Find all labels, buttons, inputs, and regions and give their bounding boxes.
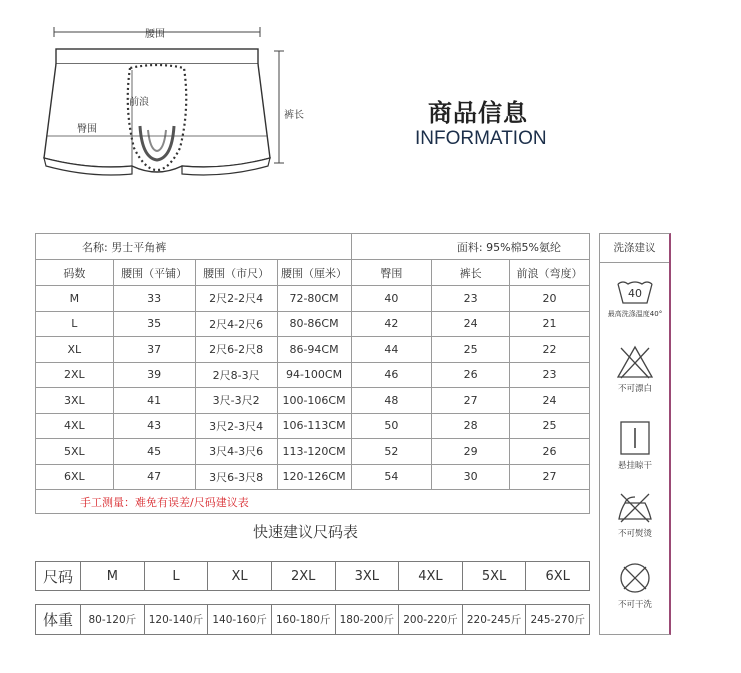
table-cell: 26 — [510, 439, 590, 465]
table-cell: 3尺6-3尺8 — [195, 464, 277, 490]
table-cell: 5XL — [462, 562, 526, 591]
table-cell: 27 — [432, 388, 510, 414]
column-header: 前浪（弯度） — [510, 260, 590, 286]
measurement-note: 手工测量：难免有误差/尺码建议表 — [36, 490, 590, 514]
table-cell: L — [144, 562, 208, 591]
table-row — [36, 388, 590, 414]
table-cell: 3XL — [36, 388, 114, 414]
table-cell: 106-113CM — [277, 413, 351, 439]
care-label: 悬挂晾干 — [617, 461, 652, 471]
no-iron-icon — [615, 491, 655, 525]
table-cell: 5XL — [36, 439, 114, 465]
table-cell: 45 — [113, 439, 195, 465]
table-row — [36, 286, 590, 312]
table-cell: 29 — [432, 439, 510, 465]
product-info-title: 商品信息 — [428, 99, 528, 127]
table-cell: 30 — [432, 464, 510, 490]
table-cell: 24 — [510, 388, 590, 414]
quick-size-table — [35, 561, 590, 591]
table-cell: 113-120CM — [277, 439, 351, 465]
table-cell: M — [36, 286, 114, 312]
table-cell: 40 — [351, 286, 432, 312]
quick-weight-table — [35, 604, 590, 635]
underwear-diagram — [20, 18, 310, 198]
table-cell: 47 — [113, 464, 195, 490]
table-cell: 6XL — [36, 464, 114, 490]
care-panel — [599, 233, 671, 635]
table-cell: 44 — [351, 337, 432, 363]
table-row — [36, 311, 590, 337]
table-cell: 3尺2-3尺4 — [195, 413, 277, 439]
table-cell: M — [81, 562, 145, 591]
table-cell: 21 — [510, 311, 590, 337]
table-cell: 100-106CM — [277, 388, 351, 414]
table-cell: 2XL — [36, 362, 114, 388]
table-cell: 2尺4-2尺6 — [195, 311, 277, 337]
table-cell: 86-94CM — [277, 337, 351, 363]
table-cell: 120-140斤 — [144, 605, 208, 635]
rise-label: 前浪 — [129, 97, 149, 108]
table-row — [36, 439, 590, 465]
column-header: 腰围（平铺） — [113, 260, 195, 286]
table-cell: 39 — [113, 362, 195, 388]
table-cell: 23 — [432, 286, 510, 312]
hip-label: 臀围 — [77, 124, 97, 135]
column-header: 码数 — [36, 260, 114, 286]
table-cell: 43 — [113, 413, 195, 439]
size-table — [35, 233, 590, 514]
table-cell: 28 — [432, 413, 510, 439]
table-cell: 180-200斤 — [335, 605, 399, 635]
table-cell: 23 — [510, 362, 590, 388]
table-cell: 50 — [351, 413, 432, 439]
table-row — [36, 464, 590, 490]
table-cell: 24 — [432, 311, 510, 337]
table-cell: 3尺4-3尺6 — [195, 439, 277, 465]
table-cell: L — [36, 311, 114, 337]
table-cell: 3尺-3尺2 — [195, 388, 277, 414]
care-label: 不可干洗 — [617, 600, 652, 610]
care-item-no-bleach — [600, 344, 670, 394]
table-cell: XL — [36, 337, 114, 363]
column-header: 腰围（厘米） — [277, 260, 351, 286]
table-cell: 2尺8-3尺 — [195, 362, 277, 388]
care-label: 最高洗涤温度40° — [607, 310, 663, 318]
table-row — [36, 413, 590, 439]
care-item-hang-dry — [600, 419, 670, 471]
table-cell: 245-270斤 — [526, 605, 590, 635]
table-cell: 4XL — [36, 413, 114, 439]
weight-row-label: 体重 — [36, 605, 81, 635]
table-cell: 25 — [432, 337, 510, 363]
size-row-label: 尺码 — [36, 562, 81, 591]
table-cell: 25 — [510, 413, 590, 439]
table-cell: 4XL — [399, 562, 463, 591]
column-header: 臀围 — [351, 260, 432, 286]
table-cell: 52 — [351, 439, 432, 465]
table-cell: 41 — [113, 388, 195, 414]
care-item-no-iron — [600, 491, 670, 539]
table-cell: 80-120斤 — [81, 605, 145, 635]
information-title: INFORMATION — [415, 128, 547, 149]
care-label: 不可熨烫 — [617, 529, 652, 539]
table-cell: 2XL — [271, 562, 335, 591]
table-cell: 46 — [351, 362, 432, 388]
table-cell: 48 — [351, 388, 432, 414]
table-cell: 26 — [432, 362, 510, 388]
table-cell: 20 — [510, 286, 590, 312]
table-cell: 42 — [351, 311, 432, 337]
care-title: 洗涤建议 — [600, 234, 669, 263]
care-item-wash — [600, 278, 670, 319]
waist-label: 腰围 — [145, 29, 165, 40]
table-cell: 3XL — [335, 562, 399, 591]
table-cell: 37 — [113, 337, 195, 363]
table-cell: 72-80CM — [277, 286, 351, 312]
length-label: 裤长 — [284, 110, 304, 121]
no-bleach-icon — [615, 344, 655, 380]
table-cell: 6XL — [526, 562, 590, 591]
table-header-row — [36, 260, 590, 286]
hang-dry-icon — [618, 419, 652, 457]
table-cell: 54 — [351, 464, 432, 490]
table-row — [36, 362, 590, 388]
table-cell: 27 — [510, 464, 590, 490]
care-item-no-dry-clean — [600, 560, 670, 610]
table-cell: 33 — [113, 286, 195, 312]
column-header: 腰围（市尺） — [195, 260, 277, 286]
table-row — [36, 562, 590, 591]
table-cell: 35 — [113, 311, 195, 337]
no-dry-clean-icon — [617, 560, 653, 596]
table-cell: 2尺2-2尺4 — [195, 286, 277, 312]
table-cell: 200-220斤 — [399, 605, 463, 635]
product-name: 名称: 男士平角裤 — [36, 234, 352, 260]
table-cell: XL — [208, 562, 272, 591]
table-row — [36, 605, 590, 635]
quick-size-title: 快速建议尺码表 — [253, 523, 359, 541]
table-cell: 94-100CM — [277, 362, 351, 388]
table-cell: 80-86CM — [277, 311, 351, 337]
fabric-info: 面料: 95%棉5%氨纶 — [351, 234, 589, 260]
table-row — [36, 337, 590, 363]
table-cell: 120-126CM — [277, 464, 351, 490]
table-cell: 220-245斤 — [462, 605, 526, 635]
wash-temp: 40 — [628, 287, 642, 300]
table-cell: 22 — [510, 337, 590, 363]
table-cell: 2尺6-2尺8 — [195, 337, 277, 363]
table-cell: 160-180斤 — [271, 605, 335, 635]
care-label: 不可漂白 — [617, 384, 652, 394]
column-header: 裤长 — [432, 260, 510, 286]
table-cell: 140-160斤 — [208, 605, 272, 635]
